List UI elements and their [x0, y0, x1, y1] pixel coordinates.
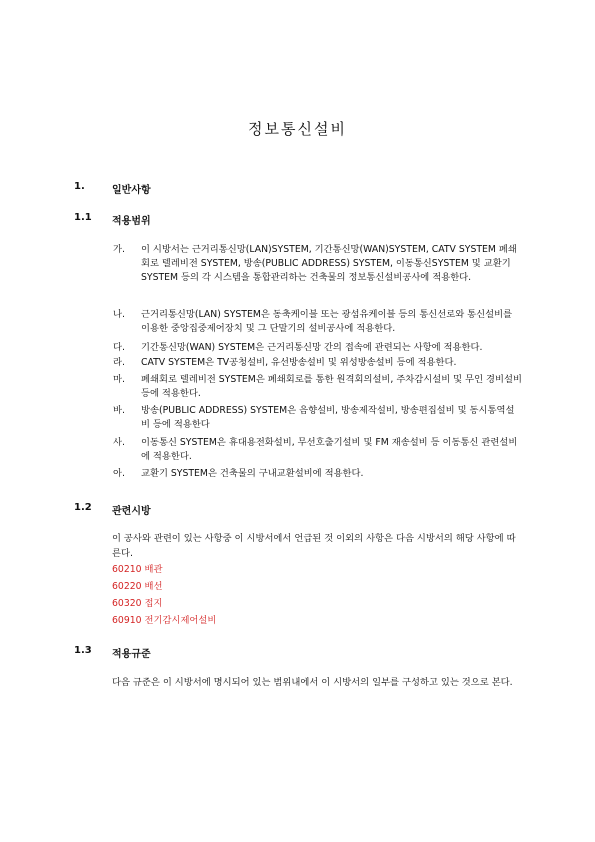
list-text: 이동통신 SYSTEM은 휴대용전화설비, 무선호출기설비 및 FM 재송설비 등 이동통신 관련설비에 적용한다.: [141, 437, 518, 462]
list-marker: 아.: [113, 468, 125, 479]
section-title: 관련시방: [112, 506, 151, 517]
section-paragraph: 다음 규준은 이 시방서에 명시되어 있는 범위내에서 이 시방서의 일부를 구성하고 있는 것으로 본다.: [112, 677, 513, 688]
reference-item: 60910 전기감시제어설비: [112, 615, 217, 626]
reference-item: 60210 배관: [112, 564, 163, 575]
section-paragraph: 이 공사와 관련이 있는 사항중 이 시방서에서 언급된 것 이외의 사항은 다음 시방서의 해당 사항에 따른다.: [112, 533, 516, 559]
list-text: 폐쇄회로 텔레비전 SYSTEM은 폐쇄회로를 통한 원격회의설비, 주차감시설비 및 무인 경비설비 등에 적용한다.: [141, 374, 522, 399]
list-item: [113, 341, 523, 355]
list-item: [113, 356, 523, 370]
list-text: 근거리통신망(LAN) SYSTEM은 동축케이블 또는 광섬유케이블 등의 통신선로와 통신설비를 이용한 중앙집중제어장치 및 그 단말기의 설비공사에 적용한다.: [141, 309, 513, 334]
section-number: 1.2: [74, 502, 92, 513]
list-marker: 나.: [113, 309, 125, 320]
list-marker: 다.: [113, 342, 125, 353]
list-marker: 라.: [113, 357, 125, 368]
reference-item: 60220 배선: [112, 581, 163, 592]
section-number: 1.: [74, 181, 85, 192]
list-item: [113, 373, 523, 401]
section-number: 1.3: [74, 645, 92, 656]
reference-item: 60320 접지: [112, 598, 163, 609]
list-text: 기간통신망(WAN) SYSTEM은 근거리통신망 간의 접속에 관련되는 사항에 적용한다.: [141, 342, 483, 353]
section-title: 적용범위: [112, 216, 151, 227]
list-marker: 가.: [113, 244, 125, 255]
list-text: CATV SYSTEM은 TV공청설비, 유선방송설비 및 위성방송설비 등에 적용한다.: [141, 357, 457, 368]
list-item: [113, 436, 523, 464]
page-title: 정보통신설비: [248, 120, 347, 138]
section-title: 일반사항: [112, 185, 151, 196]
list-item: [113, 467, 523, 481]
list-marker: 사.: [113, 437, 125, 448]
list-text: 이 시방서는 근거리통신망(LAN)SYSTEM, 기간통신망(WAN)SYSTEM, CATV SYSTEM 폐쇄회로 텔레비전 SYSTEM, 방송(PUBLIC ADDRESS) SYSTEM, 이동통신SYSTEM 및 교환기 SYSTEM 등의 각 시스템을 통합관리하는 건축물의 정보통신설비공사에 적용한다.: [141, 244, 517, 283]
section-title: 적용규준: [112, 649, 151, 660]
section-number: 1.1: [74, 212, 92, 223]
list-item: [113, 308, 523, 336]
list-text: 교환기 SYSTEM은 건축물의 구내교환설비에 적용한다.: [141, 468, 364, 479]
list-item: [113, 243, 523, 285]
list-item: [113, 404, 523, 432]
list-text: 방송(PUBLIC ADDRESS) SYSTEM은 음향설비, 방송제작설비, 방송편집설비 및 동시통역설비 등에 적용한다: [141, 405, 515, 430]
list-marker: 마.: [113, 374, 125, 385]
list-marker: 바.: [113, 405, 125, 416]
